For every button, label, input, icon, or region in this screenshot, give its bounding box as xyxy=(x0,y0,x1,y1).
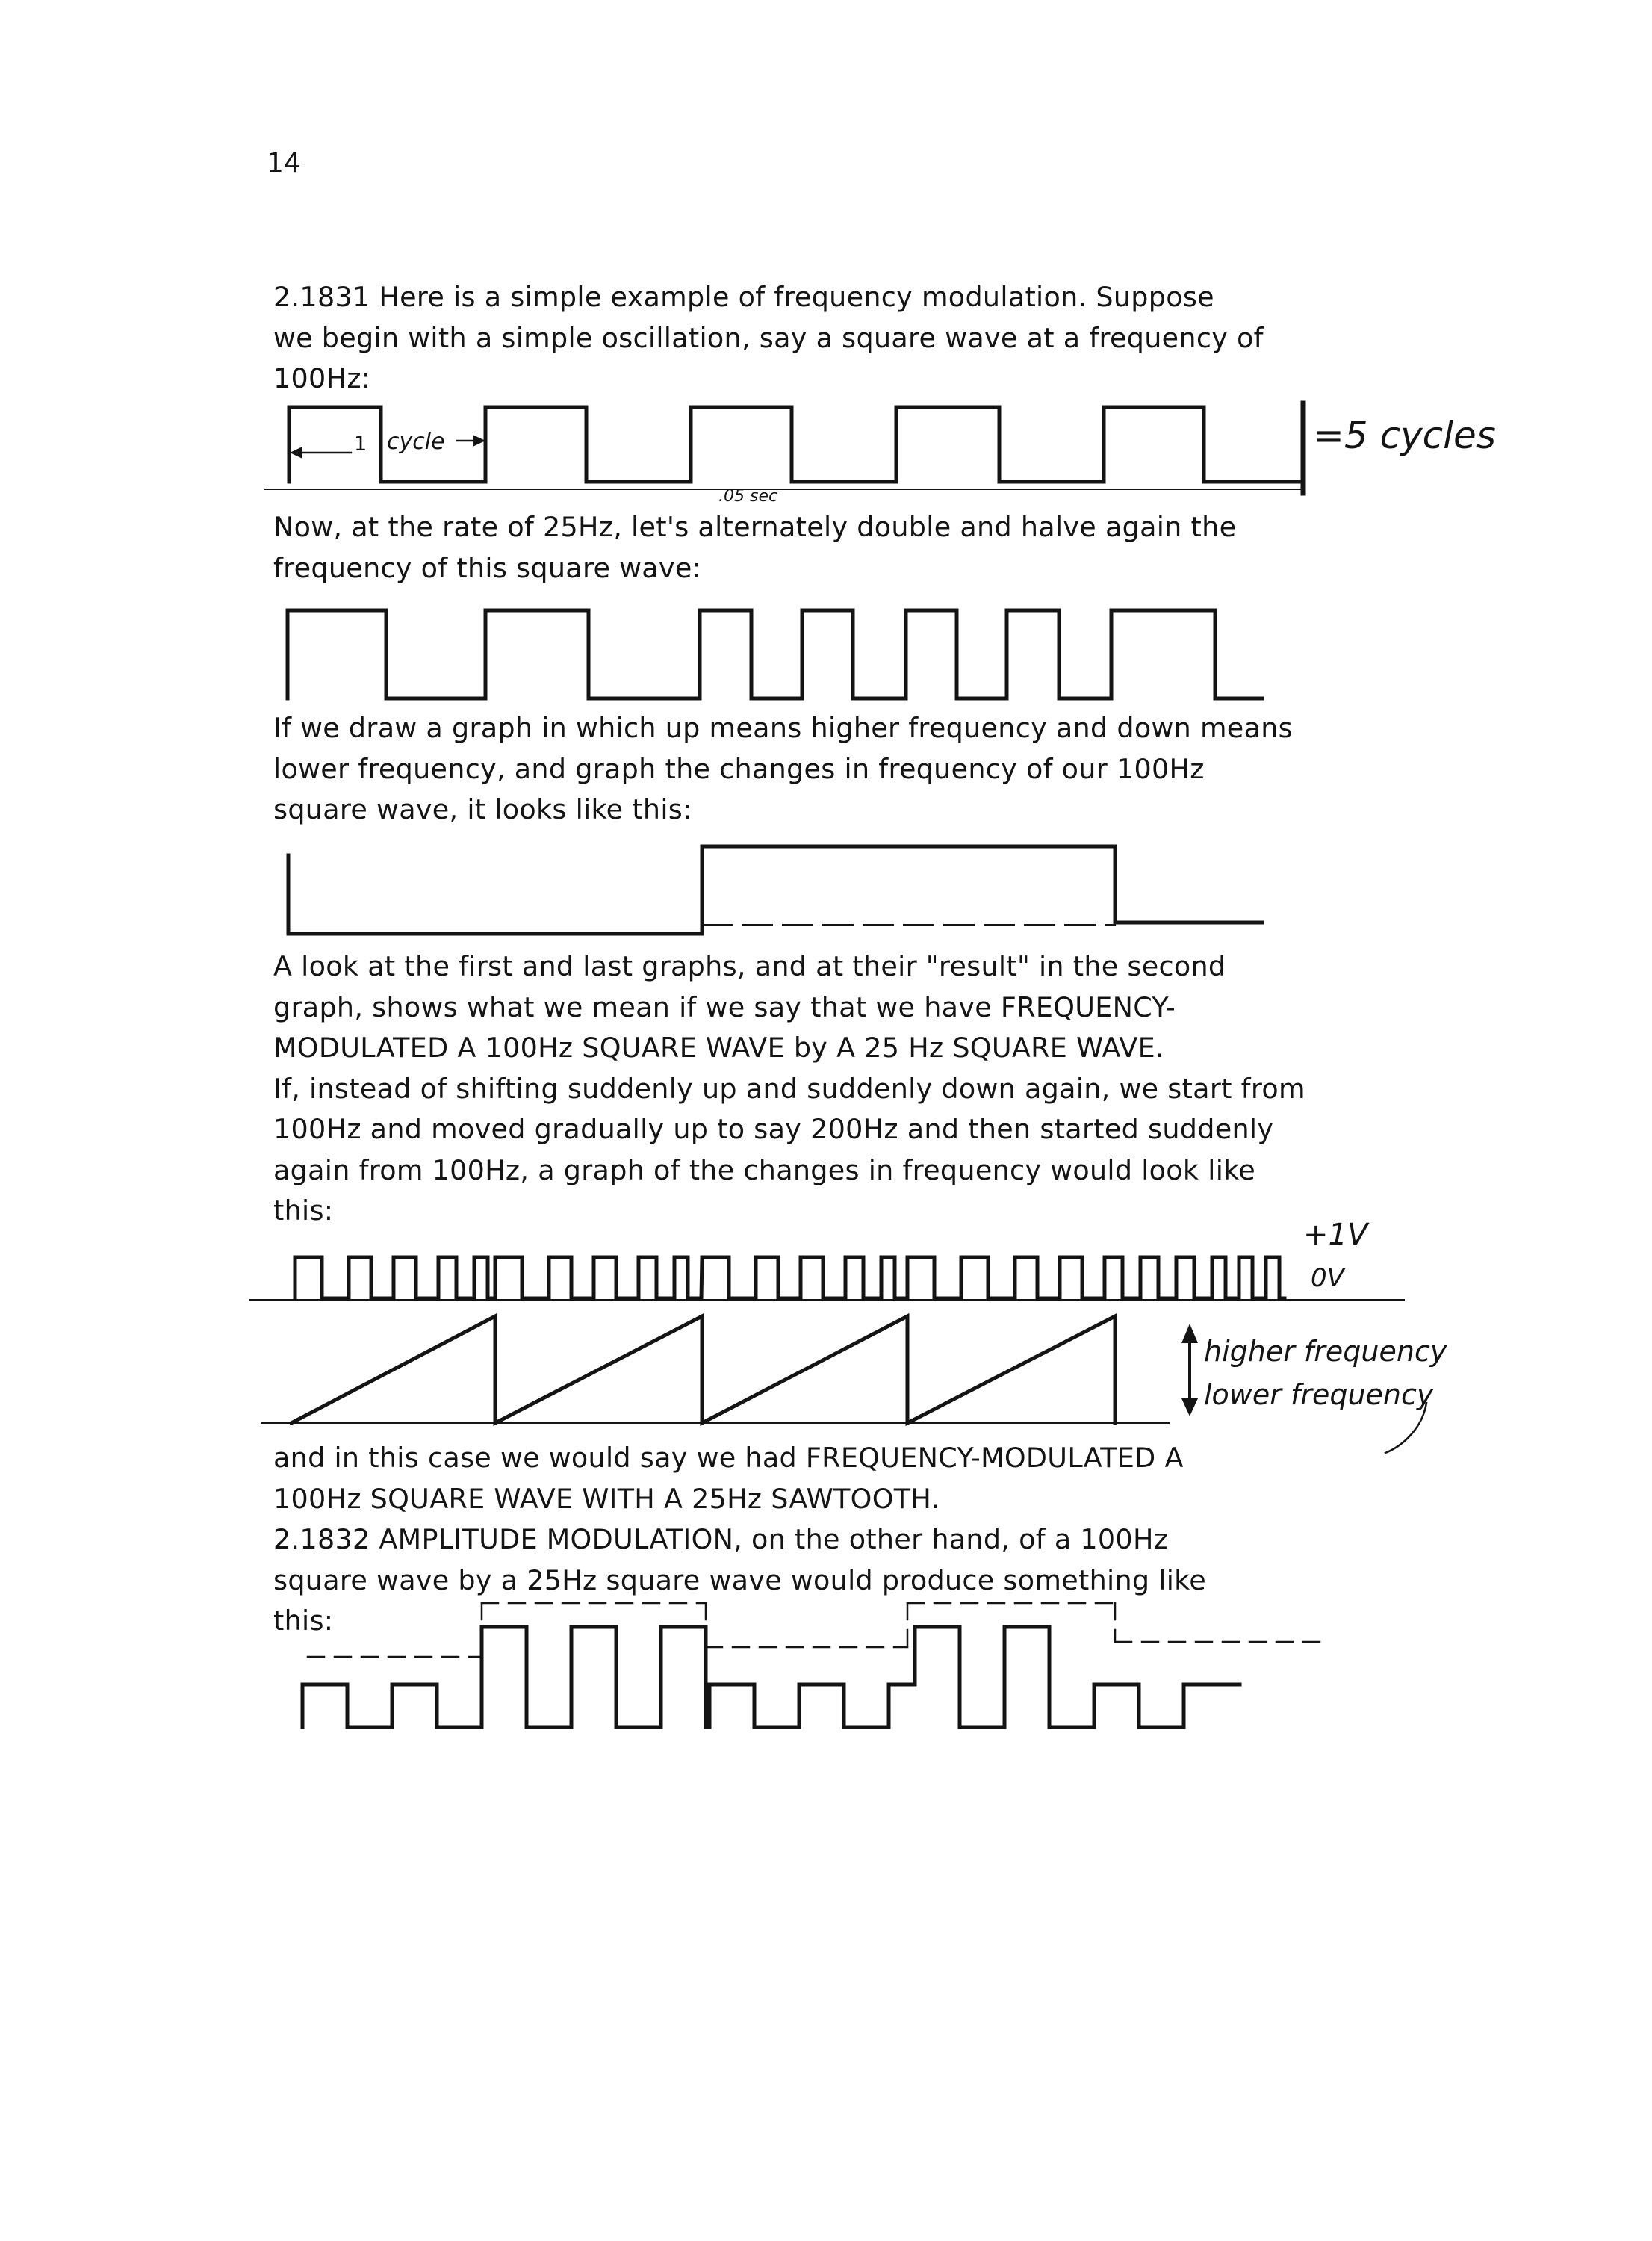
amplitude-modulation-diagram xyxy=(302,1603,1329,1727)
fm-square-wave xyxy=(288,610,1262,698)
five-cycles-label: =5 cycles xyxy=(1313,414,1496,457)
text-line: frequency of this square wave: xyxy=(273,551,702,584)
arrow-up-icon xyxy=(1181,1324,1198,1343)
text-line: 2.1832 AMPLITUDE MODULATION, on the other hand, of a 100Hz xyxy=(273,1523,1169,1555)
arrow-down-icon xyxy=(1181,1398,1198,1416)
text-line: 100Hz SQUARE WAVE WITH A 25Hz SAWTOOTH. xyxy=(273,1482,940,1515)
text-line: If, instead of shifting suddenly up and suddenly down again, we start from xyxy=(273,1072,1305,1105)
text-line: MODULATED A 100Hz SQUARE WAVE by A 25 Hz SQUARE WAVE. xyxy=(273,1032,1164,1064)
fm-chirp-square-wave xyxy=(295,1257,1285,1298)
text-line: this: xyxy=(273,1194,334,1227)
text-line: and in this case we would say we had FREQUENCY-MODULATED A xyxy=(273,1442,1184,1474)
sawtooth-wave xyxy=(291,1316,1115,1423)
text-line: 2.1831 Here is a simple example of frequency modulation. Suppose xyxy=(273,281,1214,313)
text-line: again from 100Hz, a graph of the changes in frequency would look like xyxy=(273,1153,1256,1186)
text-line: lower frequency, and graph the changes in frequency of our 100Hz xyxy=(273,752,1205,785)
page-number: 14 xyxy=(267,148,301,179)
am-square-wave xyxy=(302,1627,1240,1727)
text-line: we begin with a simple oscillation, say a square wave at a frequency of xyxy=(273,321,1264,354)
sawtooth-diagram xyxy=(261,1316,1169,1423)
text-line: If we draw a graph in which up means higher frequency and down means xyxy=(273,712,1293,744)
text-line: this: xyxy=(273,1605,334,1637)
frequency-graph-square xyxy=(288,846,1262,934)
arrowhead-right-icon xyxy=(473,435,485,447)
text-line: square wave by a 25Hz square wave would produce something like xyxy=(273,1563,1207,1596)
arrowhead-left-icon xyxy=(290,447,302,459)
text-line: graph, shows what we mean if we say that we have FREQUENCY- xyxy=(273,991,1176,1023)
plus-one-volt-label: +1V xyxy=(1303,1218,1368,1252)
cycle-label-number: 1 xyxy=(354,433,367,456)
text-line: Now, at the rate of 25Hz, let's alternately double and halve again the xyxy=(273,511,1237,543)
text-line: 100Hz: xyxy=(273,362,371,394)
higher-frequency-label: higher frequency xyxy=(1204,1335,1447,1368)
fm-sawtooth-square-wave-diagram xyxy=(250,1257,1404,1300)
zero-volt-label: 0V xyxy=(1311,1263,1344,1293)
lower-frequency-label: lower frequency xyxy=(1204,1378,1434,1411)
duration-label: .05 sec xyxy=(718,487,778,506)
text-line: 100Hz and moved gradually up to say 200Hz and then started suddenly xyxy=(273,1113,1274,1145)
cycle-label-text: cycle xyxy=(387,429,445,455)
text-line: square wave, it looks like this: xyxy=(273,793,692,825)
text-line: A look at the first and last graphs, and at their "result" in the second xyxy=(273,950,1226,982)
